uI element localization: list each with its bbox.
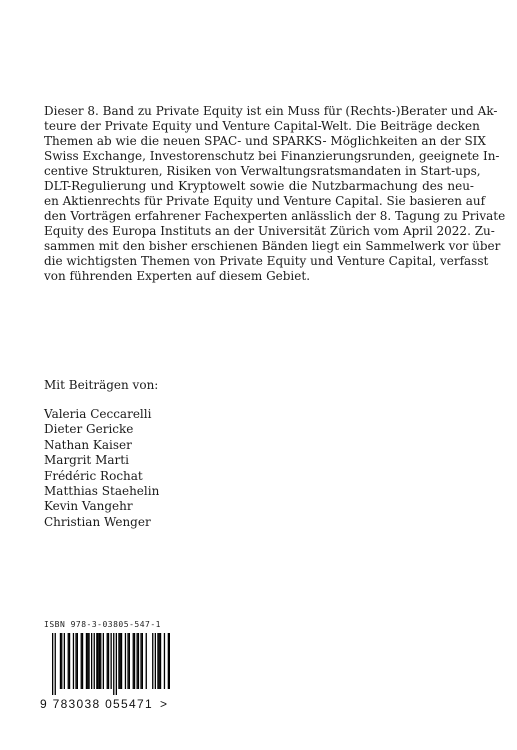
contributors-heading: Mit Beiträgen von: xyxy=(44,378,159,392)
blurb-line: von führenden Experten auf diesem Gebiet. xyxy=(44,269,311,283)
blurb-line: die wichtigsten Themen von Private Equity und Venture Capital, verfasst xyxy=(44,254,489,268)
contributor-name: Margrit Marti xyxy=(44,453,129,468)
contributor-name: Christian Wenger xyxy=(44,514,151,529)
blurb-line: den Vorträgen erfahrener Fachexperten anlässlich der 8. Tagung zu Private xyxy=(44,209,506,223)
blurb-line: en Aktienrechts für Private Equity und Venture Capital. Sie basieren auf xyxy=(44,194,486,208)
blurb-line: Themen ab wie die neuen SPAC- und SPARKS- Möglichkeiten an der SIX xyxy=(44,134,486,148)
back-cover-blurb xyxy=(44,104,506,284)
isbn-label: ISBN 978-3-03805-547-1 xyxy=(44,620,161,629)
barcode-digits: 9 783038 055471 xyxy=(40,697,153,711)
blurb-line: Swiss Exchange, Investorenschutz bei Finanzierungsrunden, geeignete In- xyxy=(44,149,500,163)
blurb-line: teure der Private Equity und Venture Capital-Welt. Die Beiträge decken xyxy=(44,119,480,133)
blurb-line: Equity des Europa Instituts an der Universität Zürich vom April 2022. Zu- xyxy=(44,224,495,238)
blurb-line: DLT-Regulierung und Kryptowelt sowie die Nutzbarmachung des neu- xyxy=(44,179,474,193)
blurb-line: Dieser 8. Band zu Private Equity ist ein Muss für (Rechts-)Berater und Ak- xyxy=(44,104,498,118)
contributor-name: Nathan Kaiser xyxy=(44,437,132,452)
barcode-arrow: > xyxy=(160,697,168,711)
contributor-name: Kevin Vangehr xyxy=(44,499,133,514)
contributor-name: Dieter Gericke xyxy=(44,422,134,437)
contributor-name: Matthias Staehelin xyxy=(44,484,160,499)
contributor-name: Frédéric Rochat xyxy=(44,468,143,483)
contributors-list xyxy=(44,407,159,530)
blurb-line: sammen mit den bisher erschienen Bänden liegt ein Sammelwerk vor über xyxy=(44,239,501,253)
contributor-name: Valeria Ceccarelli xyxy=(44,407,152,421)
isbn-barcode xyxy=(40,633,170,697)
blurb-line: centive Strukturen, Risiken von Verwaltungsratsmandaten in Start-ups, xyxy=(44,164,481,178)
